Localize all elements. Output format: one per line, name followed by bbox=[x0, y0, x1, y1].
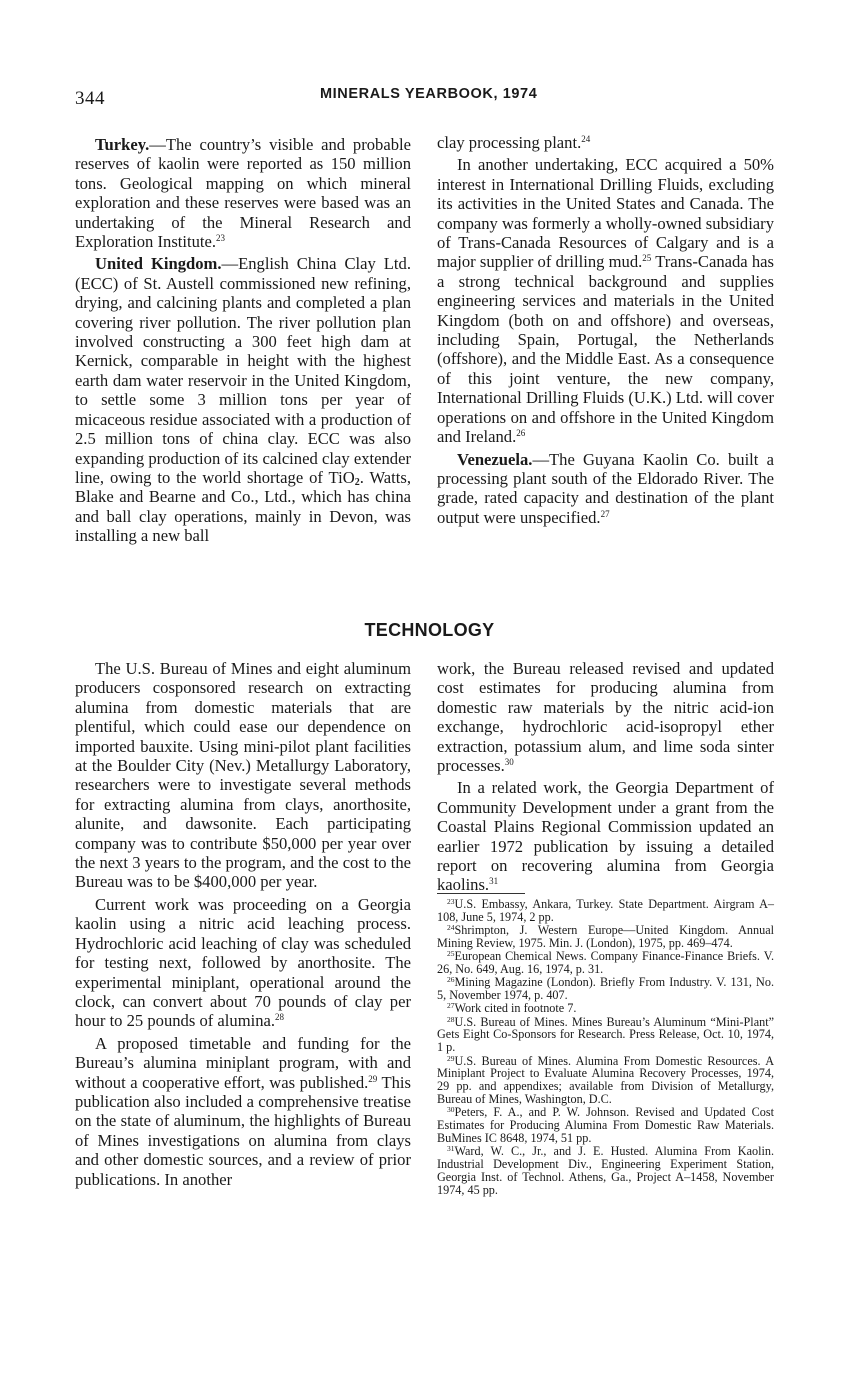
page-number: 344 bbox=[75, 88, 105, 109]
footnotes bbox=[437, 898, 774, 1197]
footnote-ref[interactable]: 28 bbox=[275, 1012, 285, 1023]
paragraph-ecc-undertaking: In another undertaking, ECC acquired a 50% interest in International Drilling Fluids, excluding its activities in the United States and Canada. The company was formerly a wholly-owned subsidiary of Trans-Canada Resources of Calgary and is a major supplier of drilling mud.$^{25}$ Trans-Canada has a strong technical background and supplies engineering services and materials in the United Kingdom (both on and offshore) and overseas, including Spain, Portugal, the Netherlands (offshore), and the Middle East. As a consequence of this joint venture, the new company, International Drilling Fluids (U.K.) Ltd. will cover operations on and offshore in the United Kingdom and Ireland.$^{26}$ bbox=[437, 155, 774, 447]
footnote-ref[interactable]: 31 bbox=[489, 876, 499, 887]
footnote-ref[interactable]: 23 bbox=[216, 233, 226, 244]
footnote: $^{31}$Ward, W. C., Jr., and J. E. Husted. Alumina From Kaolin. Industrial Development Div., Engineering Experiment Station, Georgia Inst. of Technol. Athens, Ga., Project A–1458, November 1974, 45 pp. bbox=[437, 1144, 774, 1197]
footnote: $^{28}$U.S. Bureau of Mines. Mines Bureau’s Aluminum “Mini-Plant” Gets Eight Co-Sponsors for Research. Press Release, Oct. 10, 1974, 1 p. bbox=[437, 1014, 774, 1055]
footnote-ref[interactable]: 29 bbox=[368, 1073, 378, 1084]
paragraph-text: —The country’s visible and probable reserves of kaolin were reported as 150 million tons. Geological mapping on which mineral exploration and these reserves were based was an undertaking of the Mineral Research and Exploration Institute. bbox=[75, 135, 411, 252]
footnote-number: 27 bbox=[447, 1001, 455, 1011]
footnote: $^{25}$European Chemical News. Company Finance-Finance Briefs. V. 26, No. 649, Aug. 16, 1974, p. 31. bbox=[437, 949, 774, 976]
footnote: $^{26}$Mining Magazine (London). Briefly From Industry. V. 131, No. 5, November 1974, p. 407. bbox=[437, 975, 774, 1003]
paragraph-text: —The Guyana Kaolin Co. built a processing plant south of the Eldorado River. The grade, rated capacity and destination of the plant output were unspecified. bbox=[437, 449, 774, 527]
footnote: $^{23}$U.S. Embassy, Ankara, Turkey. State Department. Airgram A–108, June 5, 1974, 2 pp. bbox=[437, 897, 774, 924]
section-heading-technology: TECHNOLOGY bbox=[364, 620, 495, 640]
footnote: $^{24}$Shrimpton, J. Western Europe—United Kingdom. Annual Mining Review, 1975. Min. J. (London), 1975, pp. 469–474. bbox=[437, 923, 774, 950]
paragraph-technology-3: A proposed timetable and funding for the Bureau’s alumina miniplant program, with and without a cooperative effort, was published.$^{29}$ This publication also included a comprehensive treatise on the state of aluminum, the highlights of Bureau of Mines investigations on alumina from clays and other domestic sources, and a review of prior publications. In another bbox=[75, 1033, 411, 1189]
footnote-number: 29 bbox=[447, 1053, 455, 1063]
footnote-number: 31 bbox=[447, 1144, 455, 1154]
footnote-number: 24 bbox=[447, 923, 455, 933]
footnote-number: 26 bbox=[447, 975, 455, 985]
footnote-number: 28 bbox=[447, 1014, 455, 1024]
footnote: $^{30}$Peters, F. A., and P. W. Johnson. Revised and Updated Cost Estimates for Producing Alumina From Domestic Raw Materials. BuMines IC 8648, 1974, 51 pp. bbox=[437, 1105, 774, 1145]
chemical-subscript: 2 bbox=[354, 476, 360, 488]
country-heading-venezuela: Venezuela. bbox=[457, 449, 533, 469]
paragraph-technology-4: work, the Bureau released revised and updated cost estimates for producing alumina from domestic raw materials by the nitric acid-ion exchange, hydrochloric acid-isopropyl ether extraction, potassium alum, and lime soda sinter processes.$^{30}$ bbox=[437, 659, 774, 776]
paragraph-technology-2: Current work was proceeding on a Georgia kaolin using a nitric acid leaching process. Hydrochloric acid leaching of clay was scheduled for testing next, followed by anorthosite. The experimental miniplant, operational around the clock, can convert about 70 pounds of clay per hour to 25 pounds of alumina.$^{28}$ bbox=[75, 894, 411, 1031]
footnote-ref[interactable]: 26 bbox=[516, 428, 526, 439]
footnote-divider bbox=[437, 893, 525, 894]
column-bottom-left bbox=[75, 659, 411, 1189]
country-heading-turkey: Turkey. bbox=[95, 135, 150, 154]
footnote: $^{27}$Work cited in footnote 7. bbox=[447, 1001, 577, 1016]
paragraph-technology-1: The U.S. Bureau of Mines and eight aluminum producers cosponsored research on extracting alumina from domestic materials that are plentiful, which could ease our dependence on imported bauxite. Using mini-pilot plant facilities at the Boulder City (Nev.) Metallurgy Laboratory, researchers were to investigate several methods for extracting alumina from clays, anorthosite, alunite, and dawsonite. Each participating company was to contribute $50,000 per year over the next 3 years to the program, and the cost to the Bureau was to be $400,000 per year. bbox=[75, 659, 411, 892]
running-head: MINERALS YEARBOOK, 1974 bbox=[320, 86, 538, 102]
column-top-left bbox=[75, 135, 411, 546]
paragraph-technology-5: In a related work, the Georgia Department of Community Development under a grant from the Coastal Plains Regional Commission updated an earlier 1972 publication by issuing a detailed report on recovering alumina from Georgia kaolins.$^{31}$ bbox=[437, 778, 774, 895]
footnote-ref[interactable]: 25 bbox=[642, 253, 652, 264]
column-bottom-right bbox=[437, 659, 774, 895]
paragraph-continuation: clay processing plant.$^{24}$ bbox=[437, 133, 591, 152]
footnote-ref[interactable]: 30 bbox=[504, 757, 514, 768]
footnote-ref[interactable]: 24 bbox=[581, 134, 591, 144]
country-heading-united-kingdom: United Kingdom. bbox=[95, 254, 222, 274]
footnote-ref[interactable]: 27 bbox=[600, 508, 610, 519]
paragraph-text-continued: . Watts, Blake and Bearne and Co., Ltd., which has china and ball clay operations, mainly in Devon, was installing a new ball bbox=[75, 467, 411, 546]
footnote: $^{29}$U.S. Bureau of Mines. Alumina From Domestic Resources. A Miniplant Project to Evaluate Alumina Recovery Processes, 1974, 29 pp. and appendixes; available from Division of Metallurgy, Bureau of Mines, Washington, D.C. bbox=[437, 1053, 774, 1106]
paragraph-venezuela bbox=[437, 450, 774, 528]
footnote-number: 23 bbox=[447, 897, 455, 906]
column-top-right bbox=[437, 133, 774, 527]
paragraph-text: —English China Clay Ltd. (ECC) of St. Austell commissioned new refining, drying, and calcining plants and completed a plan covering river pollution. The river pollution plan involved constructing a 300 feet high dam at Kernick, comparable in height with the highest earth dam water reservoir in the United Kingdom, to settle some 3 million tons per year of micaceous residue associated with a production of 2.5 million tons of china clay. ECC was also expanding production of its calcined clay extender line, owing to the world shortage of TiO bbox=[75, 254, 411, 487]
paragraph-united-kingdom bbox=[75, 254, 411, 545]
paragraph-turkey bbox=[75, 135, 411, 251]
footnote-number: 30 bbox=[447, 1105, 455, 1115]
footnote-number: 25 bbox=[447, 949, 455, 959]
